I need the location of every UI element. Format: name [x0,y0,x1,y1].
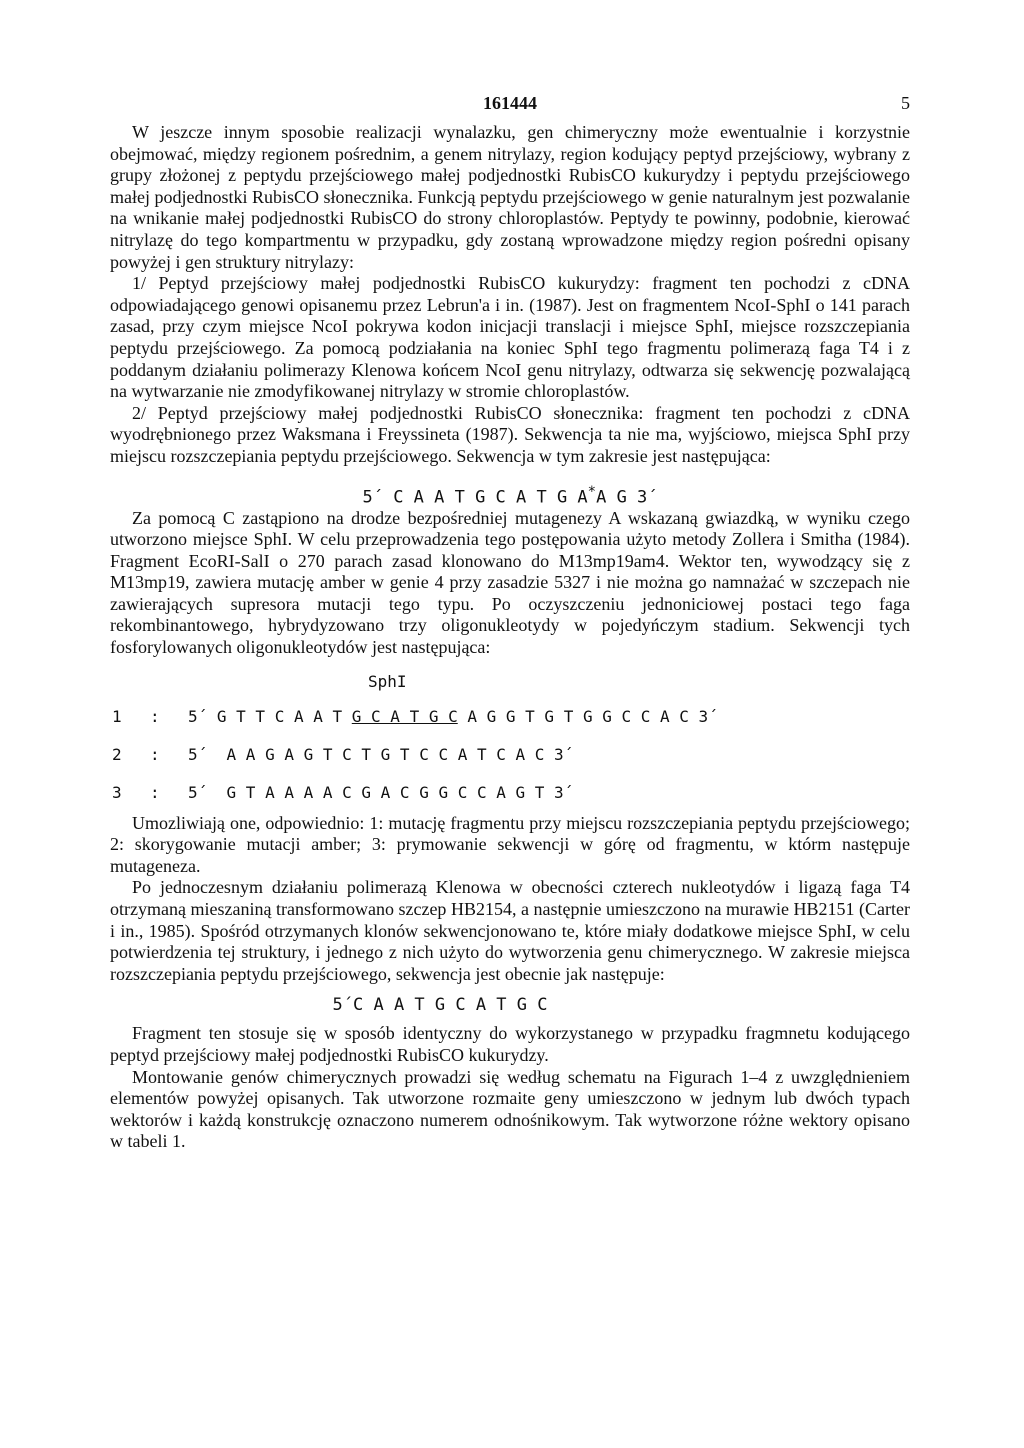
paragraph-sunflower-peptide: 2/ Peptyd przejściowy małej podjednostki RubisCO słonecznika: fragment ten pochodzi z cDNA wyodrębnionego przez Waksmana i Freyssineta (1987). Sekwencja ta nie ma, wyjściowo, miejsca SphI przy miejscu rozszczepiania peptydu przejściowego. Sekwencja w tym zakresie jest następująca: [110,402,910,466]
paragraph-intro: W jeszcze innym sposobie realizacji wynalazku, gen chimeryczny może ewentualnie i korzystnie obejmować, między regionem pośrednim, a genem nitrylazy, region kodujący peptyd przejściowy, wybrany z grupy złożonej z peptydu przejściowego małej podjednostki RubisCO kukurydzy i peptydu przejściowego małej podjednostki RubisCO słonecznika. Funkcją peptydu przejściowego w genie naturalnym jest pozwalanie na wnikanie małej podjednostki RubisCO do strony chloroplastów. Peptydy te powinny, podobnie, kierować nitrylazę do tego kompartmentu w przypadku, gdy zostaną wprowadzone między region pośredni opisany powyżej i gen struktury nitrylazy: [110,122,910,272]
paragraph-assembly: Montowanie genów chimerycznych prowadzi się według schematu na Figurach 1–4 z uwzględnieniem elementów powyżej opisanych. Tak utworzone rozmaite geny umieszczono w jednym lub dwóch typach wektorów i każdą konstrukcję oznaczono numerem odnośnikowym. Tak wytworzone różne wektory opisano w tabeli 1. [110,1066,910,1152]
oligo-row-3 [110,773,910,813]
oligo-sequence [188,706,718,728]
oligo-number: 2 [112,744,122,764]
sequence-sunflower-mutated [110,985,910,1023]
sequence-sunflower-original [110,468,910,508]
paragraph-transformation: Po jednoczesnym działaniu polimerazą Klenowa w obecności czterech nukleotydów i ligazą faga T4 otrzymaną mieszaniną transformowano szczep HB2154, a następnie umieszczono na murawie HB2151 (Carter i in., 1985). Spośród otrzymanych klonów sekwencjonowano te, które miały dodatkowe miejsce SphI, w celu potwierdzenia tej struktury, i jednego z nich użyto do wytworzenia genu chimerycznego. W zakresie miejsca rozszczepiania peptydu przejściowego, sekwencja jest obecnie jak następuje: [110,877,910,984]
paragraph-maize-peptide: 1/ Peptyd przejściowy małej podjednostki RubisCO kukurydzy: fragment ten pochodzi z cDNA odpowiadającego genowi opisanemu przez Lebrun'a i in. (1987). Jest on fragmentem NcoI-SphI o 141 parach zasad, przy czym miejsce NcoI pokrywa kodon inicjacji translacji i miejsce SphI, miejsce rozszczepiania peptydu przejściowego. Za pomocą podziałania na koniec SphI tego fragmentu polimerazą faga T4 i z poddanym działaniu polimerazy Klenowa końcem NcoI genu nitrylazy, odtwarza się sekwencję pozwalającą na wytwarzanie nie zmodyfikowanej nitrylazy w stromie chloroplastów. [110,273,910,402]
oligo-sequence: 5´ A A G A G T C T G T C C A T C A C 3´ [188,744,574,764]
oligo-number: 3 [112,782,122,802]
oligo-row-2 [110,735,910,773]
oligo-seq-post: A G G T G T G G C C A C 3´ [457,706,718,726]
paragraph-mutagenesis: Za pomocą C zastąpiono na drodze bezpośredniej mutagenezy A wskazaną gwiazdką, w wyniku czego utworzono miejsce SphI. W celu przeprowadzenia tego postępowania użyto metody Zollera i Smitha (1984). Fragment EcoRI-SalI o 270 parach zasad klonowano do M13mp19am4. Wektor ten, wywodzący się z M13mp19, zawiera mutację amber w genie 4 przy zasadzie 5327 i nie można go namnażać w szczepach nie zawierających supresora mutacji tego typu. Po oczyszczeniu jednoniciowej postaci tego faga rekombinantowego, hybrydyzowano trzy oligonukleotydy w pojedyńczym stadium. Sekwencji tych fosforylowanych oligonukleotydów jest następująca: [110,507,910,658]
oligo-number: 1 [112,706,122,726]
sphi-site-label: SphI [368,671,407,691]
mutated-sequence: 5´C A A T G C A T G C [332,995,548,1016]
sequence-part-before: 5´ C A A T G C A T G A [362,487,588,508]
oligo-row-1 [110,697,910,735]
page-number: 5 [901,93,910,113]
oligo-colon: : [150,744,160,764]
mutation-star-marker: * [587,483,597,500]
paragraph-fragment-use: Fragment ten stosuje się w sposób identyczny do wykorzystanego w przypadku fragmnetu kodującego peptyd przejściowy małej podjednostki RubisCO kukurydzy. [110,1023,910,1065]
sequence-part-after: A G 3´ [596,487,658,508]
document-body [110,122,910,1153]
oligo-sequence: 5´ G T A A A A C G A C G G C C A G T 3´ [188,782,574,802]
sphi-label-row [110,659,910,697]
oligo-seq-pre: 5´ G T T C A A T [188,706,352,726]
oligo-seq-sphi-site: G C A T G C [351,706,458,726]
oligo-colon: : [150,782,160,802]
paragraph-oligo-purpose: Umozliwiają one, odpowiednio: 1: mutację fragmentu przy miejscu rozszczepiania peptydu przejściowego; 2: skorygowanie mutacji amber; 3: prymowanie sekwencji w górę od fragmentu, w którm następuje mutageneza. [110,812,910,876]
patent-number: 161444 [483,93,537,113]
page-header [110,93,910,115]
oligo-colon: : [150,706,160,726]
